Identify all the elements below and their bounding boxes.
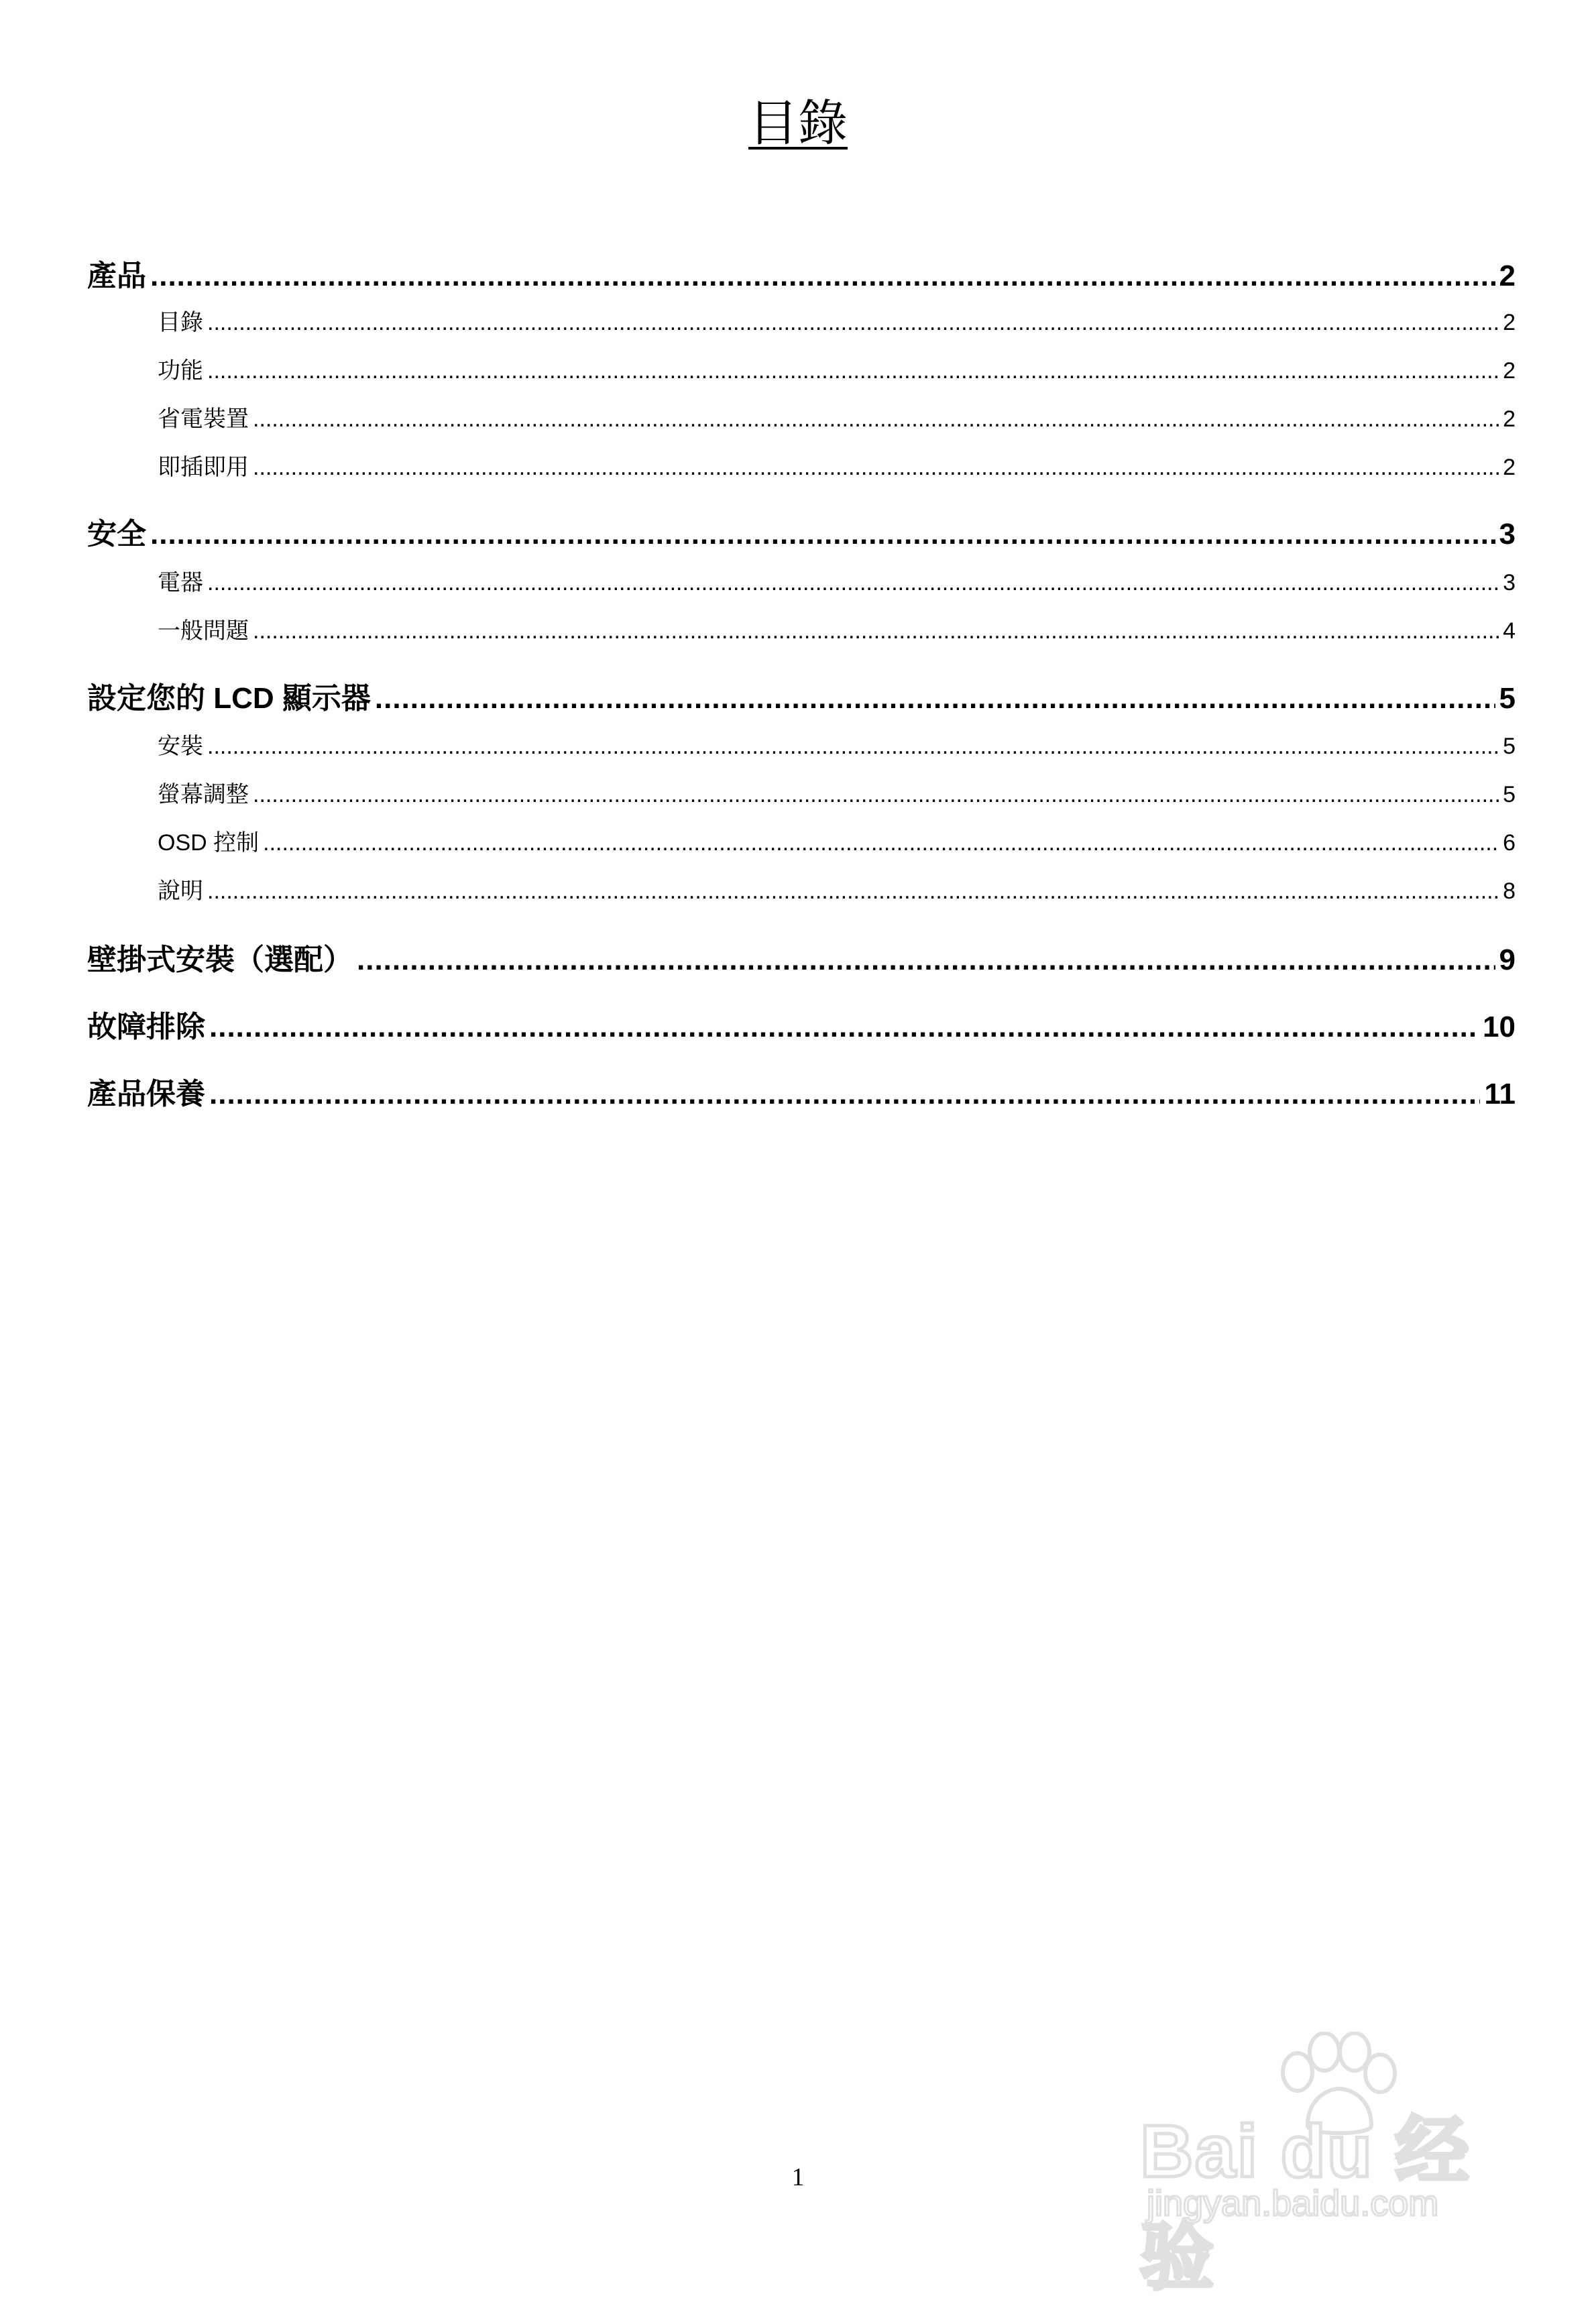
dot-leader [207,310,1499,333]
toc-page: 11 [1484,1078,1516,1110]
document-title [0,94,1596,154]
dot-leader [375,682,1495,711]
toc-label: 省電裝置 [158,406,249,432]
toc-label: 產品保養 [87,1078,205,1110]
dot-leader [253,455,1499,477]
dot-leader [150,518,1495,547]
toc-page: 10 [1483,1011,1516,1043]
baidu-watermark [1140,2032,1516,2299]
watermark-brand: Bai du 经验 [1140,2110,1471,2299]
toc-entry-contents[interactable] [158,308,1516,337]
toc-entry-safety[interactable] [87,516,1516,553]
toc-label: 設定您的 LCD 顯示器 [87,682,371,715]
toc-page: 5 [1499,682,1516,715]
toc-label: 故障排除 [87,1011,205,1043]
toc-page: 2 [1503,358,1516,384]
toc-page: 4 [1503,618,1516,644]
title-text: 目錄 [748,97,848,152]
toc-label: 一般問題 [158,618,249,644]
dot-leader [263,830,1499,853]
toc-label: 電器 [158,570,203,595]
toc-page: 9 [1499,943,1516,976]
toc-label: OSD 控制 [158,830,260,856]
toc-entry-maintenance[interactable] [87,1076,1516,1112]
dot-leader [357,943,1495,973]
dot-leader [207,358,1499,381]
toc-entry-wall-mount[interactable] [87,942,1516,978]
toc-entry-general-issues[interactable] [158,617,1516,645]
dot-leader [253,618,1499,641]
toc-page: 2 [1499,260,1516,292]
toc-label: 功能 [158,358,203,384]
watermark-url: jingyan.baidu.com [1147,2183,1439,2224]
dot-leader [150,260,1495,289]
dot-leader [209,1078,1480,1107]
toc-entry-plug-and-play[interactable] [158,453,1516,481]
toc-entry-screen-adjust[interactable] [158,781,1516,809]
dot-leader [207,734,1499,756]
toc-label: 壁掛式安裝（選配） [87,943,353,976]
dot-leader [207,878,1499,901]
dot-leader [209,1011,1479,1040]
toc-label: 即插即用 [158,455,249,480]
page-number: 1 [791,2163,805,2191]
toc-entry-osd-control[interactable] [158,829,1516,857]
toc-page: 5 [1503,734,1516,759]
toc-label: 安全 [87,518,146,551]
dot-leader [253,782,1499,805]
toc-entry-electrical[interactable] [158,569,1516,597]
toc-entry-products[interactable] [87,258,1516,294]
toc-label: 說明 [158,878,203,904]
dot-leader [207,570,1499,593]
dot-leader [253,406,1499,429]
toc-entry-description[interactable] [158,877,1516,905]
toc-entry-setup-lcd[interactable] [87,681,1516,717]
toc-entry-installation[interactable] [158,732,1516,760]
toc-page: 2 [1503,406,1516,432]
toc-page: 5 [1503,782,1516,807]
toc-page: 2 [1503,310,1516,335]
toc-label: 目錄 [158,310,203,335]
toc-page: 8 [1503,878,1516,904]
toc-entry-troubleshooting[interactable] [87,1009,1516,1045]
toc-label: 安裝 [158,734,203,759]
toc-page: 2 [1503,455,1516,480]
toc-page: 3 [1503,570,1516,595]
toc-label: 產品 [87,260,146,292]
toc-page: 3 [1499,518,1516,551]
toc-entry-features[interactable] [158,357,1516,385]
toc-entry-power-saving[interactable] [158,405,1516,433]
toc-page: 6 [1503,830,1516,856]
toc-label: 螢幕調整 [158,782,249,807]
